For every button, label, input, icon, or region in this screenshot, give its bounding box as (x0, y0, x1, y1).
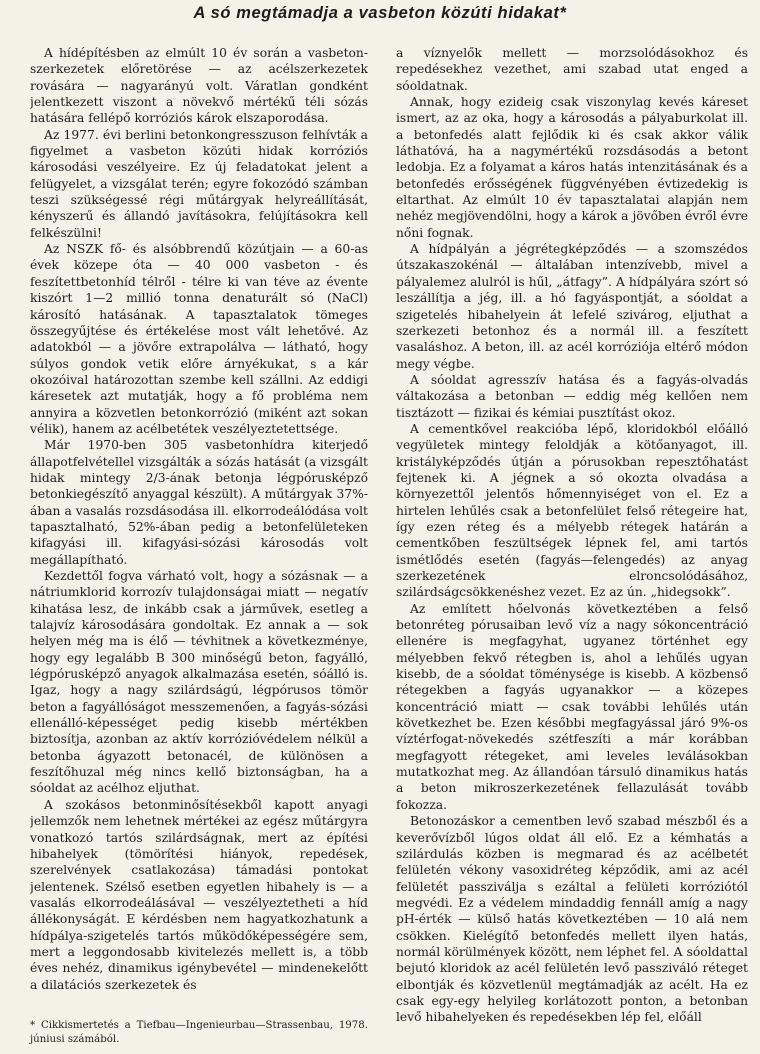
paragraph: A szokásos betonminősítésekből kapott anyagi jellemzők nem lehetnek mértékei az egész műtárgyra vonatkozó tartós szilárdságnak, mert az építési hibahelyek (tömörítési hiányok, repedések, szerelvények csatlakozása) támadási pontokat jelentenek. Szélső esetben egyetlen hibahely is — a vasalás elkorrodeálásával — veszélyeztetheti a híd állékonyságát. E kérdésben nem hagyatkozhatunk a hídpálya-szigetelés tartós működőképességére sem, mert a leggondosabb kivitelezés mellett is, a több éves nehéz, dinamikus igénybevétel — mindenekelőtt a dilatációs szerkezetek és (30, 797, 368, 992)
right-column (396, 45, 748, 1050)
article-title: A só megtámadja a vasbeton közúti hidakat* (193, 4, 567, 22)
paragraph: Kezdettől fogva várható volt, hogy a sózásnak — a nátriumklorid korrozív tulajdonságai miatt — negatív kihatása lesz, de inkább csak a járművek, esetleg a talajvíz károsodására gondoltak. Ez annak a — sok helyen még ma is élő — tévhitnek a következménye, hogy egy legalább B 300 minőségű beton, fagyálló, légpórusképző anyagok alkalmazása esetén, sóálló is. Igaz, hogy a nagy szilárdságú, légpórusos tömör beton a fagyállóságot messzemenően, a fagyás-sózási ellenálló-képességet pedig kisebb mértékben biztosítja, azonban az aktív korrózióvédelem nélkül a betonba ágyazott betonacél, de különösen a feszítőhuzal még nincs kellő biztonságban, ha a sóoldat az acélhoz eljuthat. (30, 569, 368, 796)
paragraph: A cementkővel reakcióba lépő, kloridokból előálló vegyületek mintegy feloldják a kötőanyagot, ill. kristályképződés útján a pórusokban repesztőhatást fejtenek ki. A jégnek a só okozta olvadása a környezettől jelentős hőmennyiséget von el. Ez a hirtelen lehűlés csak a betonfelület felső rétegeire hat, így ezen réteg és a mélyebb rétegek határán a cementkőben feszültségek lépnek fel, ami tartós ismétlődés esetén (fagyás—felengedés) az anyag szerkezetének elroncsolódásához, szilárdságcsökkenéshez vezet. Ez az ún. „hidegsokk”. (396, 421, 748, 600)
footnote (30, 1019, 368, 1047)
paragraph: Az NSZK fő- és alsóbbrendű közútjain — a 60-as évek közepe óta — 40 000 vasbeton - és feszítettbetonhíd télről - télre ki van téve az évente kiszórt 1—2 millió tonna denaturált só (NaCl) károsító hatásának. A tapasztalatok tömeges összegyűjtése és értékelése most vált lehetővé. Az adatokból — a jövőre extrapolálva — látható, hogy súlyos gondok vetik előre árnyékukat, s a kár okozóival határozottan szembe kell szállni. Az eddigi káresetek azt mutatják, hogy a fő probléma nem annyira a közvetlen betonkorrózió (miként azt sokan vélik), hanem az acélbetétek veszélyeztetettsége. (30, 242, 368, 436)
footnote-marker: * (30, 1020, 36, 1031)
paragraph: Az említett hőelvonás következtében a felső betonréteg pórusaiban levő víz a nagy sókoncentráció ellenére is megfagyhat, ugyanez történhet egy mélyebben fekvő rétegben is, ahol a lehűlés ugyan kisebb, de a sóoldat töménysége is kisebb. A közbenső rétegekben a fagyás ugyanakkor — a közepes koncentráció miatt — csak további lehűlés után következhet be. Ezen későbbi megfagyással járó 9%-os víztérfogat-növekedés szétfeszíti a már korábban megfagyott rétegeket, ami leveles leválásokban mutatkozhat meg. Az állandóan társuló dinamikus hatás a beton mikroszerkezetének fellazulását tovább fokozza. (396, 601, 748, 812)
paragraph: Már 1970-ben 305 vasbetonhídra kiterjedő állapotfelvétellel vizsgálták a sózás hatását (a vizsgált hidak mintegy 2/3-ának betonja légpórusképző betonkiegészítő anyaggal készült). A műtárgyak 37%-ában a vasalás rozsdásodása ill. elkorrodeálódása volt tapasztalható, 52%-ában pedig a betonfelületeken kifagyási ill. kifagyási-sózási károsodás volt megállapítható. (30, 438, 368, 567)
paragraph-continuation: a víznyelők mellett — morzsolódásokhoz és repedésekhez vezethet, ami szabad utat enged a sóoldatnak. (396, 46, 748, 93)
left-column (30, 45, 368, 1020)
paragraph: A sóoldat agresszív hatása és a fagyás-olvadás váltakozása a betonban — eddig még kellően nem tisztázott — fizikai és kémiai pusztítást okoz. (396, 372, 748, 420)
paragraph: A hídpályán a jégrétegképződés — a szomszédos útszakaszokénál — általában intenzívebb, mivel a pályalemez alulról is hűl, „átfagy”. A hídpályára szórt só leszállítja a jég, ill. a hó fagyáspontját, a sóoldat a szigetelés hibahelyein át lefelé szivárog, eljuthat a szerkezeti betonhoz és a normál ill. a feszített vasaláshoz. A beton, ill. az acél korróziója eltérő módon megy végbe. (396, 242, 748, 371)
paragraph: Az 1977. évi berlini betonkongresszuson felhívták a figyelmet a vasbeton közúti hidak korróziós károsodási veszélyeire. Ez új feladatokat jelent a felügyelet, a vizsgálat terén; egyre fokozódó számban teszi szükségessé régi műtárgyak helyreállítását, kényszerű és állandó javításokra, felújításokra kell felkészülni! (30, 127, 368, 240)
paragraph: Annak, hogy ezideig csak viszonylag kevés káreset ismert, az az oka, hogy a károsodás a pályaburkolat ill. a betonfedés alatt fejlődik ki és csak akkor válik láthatóvá, ha a nagymértékű rozsdásodás a betont ledobja. Ez a folyamat a káros hatás intenzitásának és a betonfedés erősségének függvényében évtizedekig is eltarthat. Az elmúlt 10 év tapasztalatai alapján nem nehéz megjövendölni, hogy a károk a jövőben évről évre nőni fognak. (396, 95, 748, 240)
paragraph: Betonozáskor a cementben levő szabad mészből és a keverővízből lúgos oldat áll elő. Ez a kémhatás a szilárdulás közben is megmarad és az acélbetét felületén vékony vasoxidréteg képződik, ami az acél felületét passziválja s ezáltal a felületi korróziótól megvédi. Ez a védelem mindaddig fennáll amíg a nagy pH-érték — külső hatás következtében — 10 alá nem csökken. Kielégítő betonfedés mellett ilyen hatás, normál körülmények között, nem léphet fel. A sóoldattal bejutó kloridok az acél felületén levő passziváló réteget elbontják és közvetlenül megtámadják az acélt. Ha ez csak egy-egy helyileg korlátozott ponton, a betonban levő hibahelyeken és repedésekben lép fel, előáll (396, 814, 748, 1025)
paragraph: A hídépítésben az elmúlt 10 év során a vasbeton-szerkezetek előretörése — az acélszerkezetek rovására — nagyarányú volt. Váratlan gondként jelentkezett viszont a növekvő mértékű téli sózás hatására fellépő korróziós károk elszaporodása. (30, 46, 368, 126)
footnote-text: Cikkismertetés a Tiefbau—Ingenieurbau—Strassenbau, 1978. júniusi számából. (30, 1020, 368, 1045)
